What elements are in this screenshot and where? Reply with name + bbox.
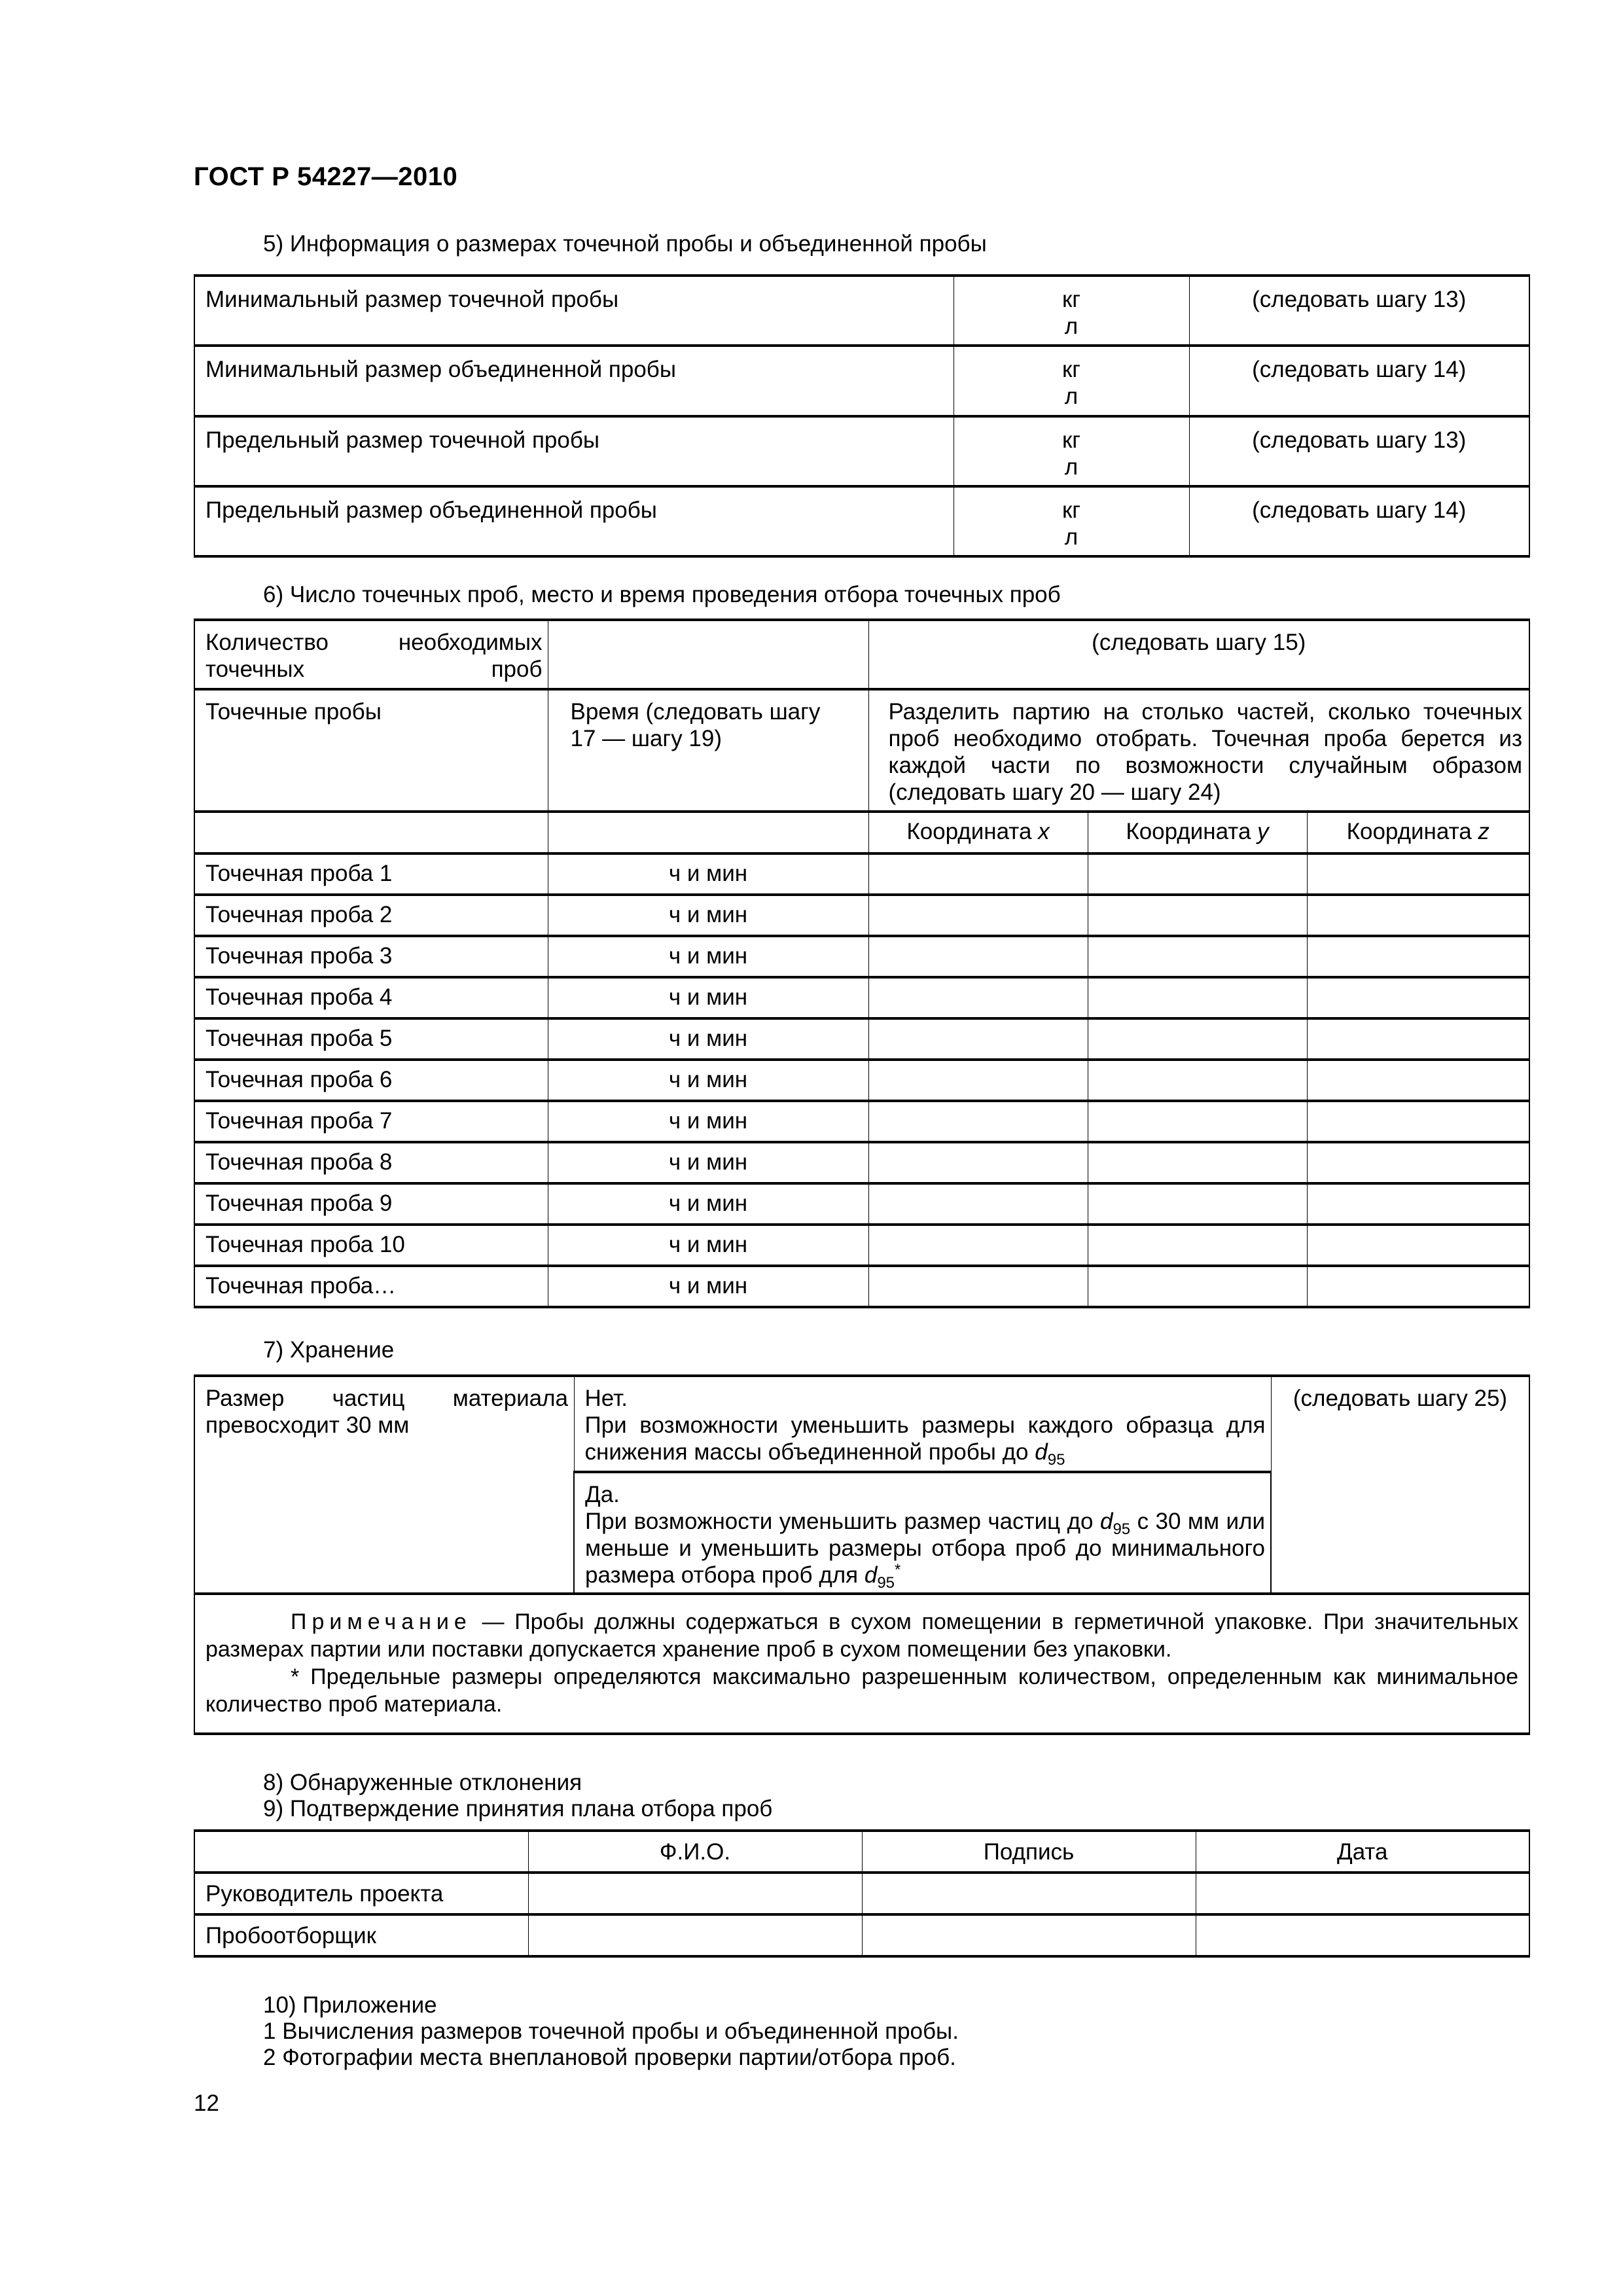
option-yes-text — [585, 1508, 1265, 1592]
sample-row — [194, 1101, 1529, 1142]
sample-time: ч и мин — [548, 977, 868, 1018]
d-subscript: 95 — [1113, 1520, 1131, 1538]
sample-time: ч и мин — [548, 1225, 868, 1266]
step-reference: (следовать шагу 14) — [1189, 346, 1529, 416]
unit-kg: кг — [1061, 287, 1081, 312]
count-label: Количество необходимых точечных проб — [194, 620, 548, 689]
coord-z-cell[interactable] — [1307, 895, 1529, 936]
sample-label: Точечная проба 1 — [194, 853, 548, 895]
coord-x-cell[interactable] — [868, 1101, 1088, 1142]
unit-l: л — [1064, 454, 1079, 480]
location-instructions: Разделить партию на столько частей, сколько точечных проб необходимо отобрать. Точечная проба берется из каждой части по возможности случайным образом (следовать шагу 20 — шагу 24) — [868, 689, 1529, 812]
section-8-heading: 8) Обнаруженные отклонения — [263, 1770, 582, 1795]
signature-field[interactable] — [862, 1914, 1196, 1956]
name-field[interactable] — [528, 1914, 862, 1956]
coord-prefix: Координата — [906, 819, 1032, 844]
text: При возможности уменьшить размеры каждого образца для снижения массы объединенной пробы до — [584, 1412, 1266, 1465]
coordinates-header-row — [194, 812, 1529, 853]
asterisk: * — [895, 1561, 901, 1579]
coord-y-cell[interactable] — [1088, 1018, 1307, 1060]
sample-row — [194, 895, 1529, 936]
coord-axis: x — [1038, 819, 1050, 844]
unit-cell — [954, 486, 1189, 556]
empty-cell — [194, 812, 548, 853]
sample-label: Точечная проба 2 — [194, 895, 548, 936]
coord-z-cell[interactable] — [1307, 853, 1529, 895]
appendix-item: 1 Вычисления размеров точечной пробы и объединенной пробы. — [263, 2018, 959, 2044]
coord-y-cell[interactable] — [1088, 853, 1307, 895]
storage-note — [194, 1594, 1529, 1734]
coord-y-cell[interactable] — [1088, 1183, 1307, 1225]
sample-row — [194, 1183, 1529, 1225]
coord-x-cell[interactable] — [868, 895, 1088, 936]
unit-l: л — [1064, 314, 1079, 339]
samples-label: Точечные пробы — [194, 689, 548, 812]
table-row — [194, 1914, 1529, 1956]
sample-time: ч и мин — [548, 1018, 868, 1060]
unit-kg: кг — [1061, 357, 1081, 383]
page-number: 12 — [194, 2090, 219, 2116]
table-row — [194, 1376, 1529, 1472]
coord-prefix: Координата — [1126, 819, 1251, 844]
sample-label: Точечная проба 9 — [194, 1183, 548, 1225]
note-row — [194, 1594, 1529, 1734]
option-no — [574, 1376, 1271, 1472]
sample-time: ч и мин — [548, 853, 868, 895]
section-5-heading: 5) Информация о размерах точечной пробы и объединенной пробы — [263, 231, 987, 257]
table-row — [194, 416, 1529, 486]
unit-cell — [954, 346, 1189, 416]
sample-row — [194, 1225, 1529, 1266]
sample-time: ч и мин — [548, 1183, 868, 1225]
sample-row — [194, 853, 1529, 895]
coord-z-cell[interactable] — [1307, 1225, 1529, 1266]
sample-label: Точечная проба 4 — [194, 977, 548, 1018]
sample-time: ч и мин — [548, 936, 868, 977]
sample-label: Точечная проба 5 — [194, 1018, 548, 1060]
d-subscript: 95 — [1047, 1451, 1065, 1469]
step-reference: (следовать шагу 13) — [1189, 276, 1529, 346]
coord-z-cell[interactable] — [1307, 1266, 1529, 1307]
sample-label: Точечная проба 6 — [194, 1060, 548, 1101]
sample-row — [194, 977, 1529, 1018]
sample-time: ч и мин — [548, 1142, 868, 1183]
coord-x-cell[interactable] — [868, 1225, 1088, 1266]
date-field[interactable] — [1196, 1873, 1529, 1914]
date-field[interactable] — [1196, 1914, 1529, 1956]
coord-y-header — [1088, 812, 1307, 853]
coord-axis: y — [1257, 819, 1269, 844]
approval-header-row — [194, 1831, 1529, 1873]
name-field[interactable] — [528, 1873, 862, 1914]
coord-y-cell[interactable] — [1088, 1142, 1307, 1183]
coord-z-cell[interactable] — [1307, 1060, 1529, 1101]
sample-label: Точечная проба 7 — [194, 1101, 548, 1142]
count-step: (следовать шагу 15) — [868, 620, 1529, 689]
coord-y-cell[interactable] — [1088, 1225, 1307, 1266]
sample-label: Точечная проба 3 — [194, 936, 548, 977]
appendix-item: 2 Фотографии места внеплановой проверки партии/отбора проб. — [263, 2045, 956, 2070]
table-row — [194, 276, 1529, 346]
sample-time: ч и мин — [548, 1266, 868, 1307]
time-label: Время (следовать шагу 17 — шагу 19) — [548, 689, 868, 812]
storage-step: (следовать шагу 25) — [1271, 1376, 1529, 1594]
sample-size-table — [194, 274, 1530, 558]
footnote: * Предельные размеры определяются максимально разрешенным количеством, определенным как минимальное количество проб материала. — [205, 1664, 1518, 1717]
row-label: Минимальный размер точечной пробы — [194, 276, 954, 346]
coord-y-cell[interactable] — [1088, 1101, 1307, 1142]
table-row — [194, 1873, 1529, 1914]
coord-z-cell[interactable] — [1307, 1183, 1529, 1225]
option-yes-title: Да. — [585, 1482, 620, 1507]
d-symbol: d — [1099, 1509, 1113, 1534]
option-yes — [574, 1472, 1271, 1594]
coord-z-cell[interactable] — [1307, 1142, 1529, 1183]
row-label: Предельный размер объединенной пробы — [194, 486, 954, 556]
document-title: ГОСТ Р 54227—2010 — [194, 162, 458, 191]
sample-row — [194, 1060, 1529, 1101]
coord-z-cell[interactable] — [1307, 936, 1529, 977]
section-6-heading: 6) Число точечных проб, место и время проведения отбора точечных проб — [263, 582, 1061, 607]
coord-x-cell[interactable] — [868, 1142, 1088, 1183]
sample-row — [194, 1142, 1529, 1183]
coord-x-cell[interactable] — [868, 1060, 1088, 1101]
column-header-signature: Подпись — [862, 1831, 1196, 1873]
coord-axis: z — [1478, 819, 1489, 844]
coord-x-header — [868, 812, 1088, 853]
coord-z-cell[interactable] — [1307, 1018, 1529, 1060]
text: с 30 мм или меньше и уменьшить размеры отбора проб до минимального размера отбора проб для — [585, 1509, 1265, 1588]
sample-time: ч и мин — [548, 1101, 868, 1142]
storage-table — [194, 1374, 1530, 1735]
role-label: Пробоотборщик — [194, 1914, 528, 1956]
coord-prefix: Координата — [1346, 819, 1472, 844]
condition-text: Размер частиц материала превосходит 30 мм — [205, 1386, 568, 1438]
note-paragraph — [205, 1608, 1518, 1663]
coord-y-cell[interactable] — [1088, 977, 1307, 1018]
column-header-date: Дата — [1196, 1831, 1529, 1873]
sample-label: Точечная проба 8 — [194, 1142, 548, 1183]
note-text: — Пробы должны содержаться в сухом помещении в герметичной упаковке. При значительных размерах партии или поставки допускается хранение проб в сухом помещении без упаковки. — [205, 1609, 1518, 1662]
coord-x-cell[interactable] — [868, 936, 1088, 977]
section-9-heading: 9) Подтверждение принятия плана отбора проб — [263, 1796, 773, 1821]
coord-x-cell[interactable] — [868, 1183, 1088, 1225]
coord-y-cell[interactable] — [1088, 936, 1307, 977]
sample-row — [194, 1018, 1529, 1060]
coord-z-header — [1307, 812, 1529, 853]
option-no-title: Нет. — [584, 1386, 628, 1411]
coord-x-cell[interactable] — [868, 1266, 1088, 1307]
option-no-text — [584, 1412, 1266, 1469]
unit-kg: кг — [1061, 427, 1081, 453]
role-label: Руководитель проекта — [194, 1873, 528, 1914]
empty-cell — [548, 812, 868, 853]
sample-row — [194, 936, 1529, 977]
count-value — [548, 620, 868, 689]
note-label: Примечание — [291, 1609, 472, 1634]
section-10-heading: 10) Приложение — [263, 1992, 437, 2018]
d-symbol: d — [864, 1562, 878, 1588]
table-row — [194, 346, 1529, 416]
sampling-points-table — [194, 619, 1530, 1308]
sample-time: ч и мин — [548, 1060, 868, 1101]
table-row — [194, 620, 1529, 689]
row-label: Предельный размер точечной пробы — [194, 416, 954, 486]
step-reference: (следовать шагу 13) — [1189, 416, 1529, 486]
d-symbol: d — [1035, 1439, 1048, 1465]
table-row — [194, 689, 1529, 812]
unit-cell — [954, 416, 1189, 486]
approval-table — [194, 1829, 1530, 1958]
column-header-name: Ф.И.О. — [528, 1831, 862, 1873]
signature-field[interactable] — [862, 1873, 1196, 1914]
coord-y-cell[interactable] — [1088, 1266, 1307, 1307]
coord-y-cell[interactable] — [1088, 895, 1307, 936]
coord-z-cell[interactable] — [1307, 977, 1529, 1018]
coord-x-cell[interactable] — [868, 1018, 1088, 1060]
unit-cell — [954, 276, 1189, 346]
coord-z-cell[interactable] — [1307, 1101, 1529, 1142]
sample-row — [194, 1266, 1529, 1307]
coord-x-cell[interactable] — [868, 853, 1088, 895]
step-reference: (следовать шагу 14) — [1189, 486, 1529, 556]
unit-kg: кг — [1061, 497, 1081, 523]
text: При возможности уменьшить размер частиц до — [585, 1509, 1094, 1534]
storage-condition — [194, 1376, 574, 1594]
sample-label: Точечная проба 10 — [194, 1225, 548, 1266]
sample-label: Точечная проба… — [194, 1266, 548, 1307]
row-label: Минимальный размер объединенной пробы — [194, 346, 954, 416]
sample-time: ч и мин — [548, 895, 868, 936]
coord-y-cell[interactable] — [1088, 1060, 1307, 1101]
section-7-heading: 7) Хранение — [263, 1337, 395, 1363]
table-row — [194, 486, 1529, 556]
unit-l: л — [1064, 524, 1079, 550]
d-subscript: 95 — [877, 1574, 895, 1592]
coord-x-cell[interactable] — [868, 977, 1088, 1018]
column-header — [194, 1831, 528, 1873]
unit-l: л — [1064, 384, 1079, 410]
